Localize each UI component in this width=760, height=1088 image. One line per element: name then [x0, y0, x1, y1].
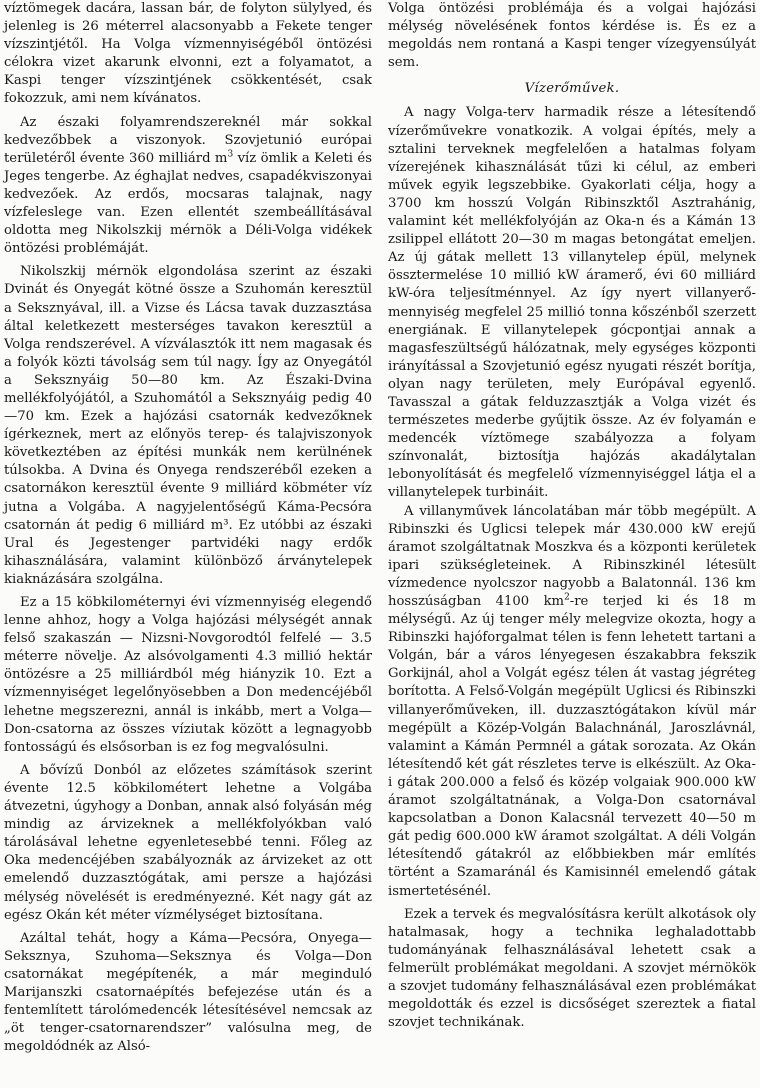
paragraph-hydropower-plan: A nagy Volga-terv harmadik része a létesítendő vízerőművekre vonatkozik. A volgai építés, mely a sztalini terveknek megfelelően a hatalmas folyam vízerejének kihasználását tűzi ki célul, az emberi művek egyik legszebbike. Gyakorlati célja, hogy a 3700 km hosszú Volgán Ribinszktől Asztrahánig, valamint két mellékfolyóján az Oka-n és a Kámán 13 zsilippel ellátott 20—30 m magas betongátat emeljen. Az új gátak mellett 13 villanytelep épül, melynek össztermelése 10 millió kW áramerő, évi 60 milliárd kW-óra teljesítménnyel. Az így nyert villanyerő-mennyiség megfelel 25 millió tonna kőszénből szerzett energiának. E villanytelepek gócpontjai annak a magasfeszültségű hálózatnak, mely egységes központi irányítással a Szovjetunió egész nyugati részét borítja, olyan nagy területen, mely Európával egyenlő. Tavasszal a gátak felduzzasztják a Volga vizét és természetes mederbe gyűjtik össze. Az év folyamán e medencék víztömege szabályozza a folyam színvonalát, biztosítja hajózás akadálytalan lebonyolítását és megfelelő vízmennyiséggel látja el a villanytelepek turbináit. — [388, 105, 756, 501]
paragraph-kaspi-sinking: víztömegek dacára, lassan bár, de folyton sülylyed, és jelenleg is 26 méterrel alacsonyabb a Fekete tenger vízszintjétől. Ha Volga vízmennyiségéből öntözési célokra vizet akarunk elvonni, ezt a folyamatot, a Kaspi tenger vízszintjének csökkentését, csak fokozzuk, ami nem kívánatos. — [4, 1, 372, 107]
section-heading: Vízerőművek. — [524, 81, 620, 97]
paragraph-canals: Azáltal tehát, hogy a Káma—Pecsóra, Onyega—Seksznya, Szuhoma—Seksznya és Volga—Don csatornákat megépítenék, a már meginduló Marijanszki csatornaépítés befejezése után és a fentemlített tárolómedencék létesítésével nemcsak az „öt tenger-csatornarendszer” valósulna meg, de megoldódnék az Alsó- — [4, 930, 372, 1055]
right-column — [388, 0, 756, 1088]
paragraph-conclusion: Ezek a tervek és megvalósításra került alkotások oly hatalmasak, hogy a technika leghaladottabb tudományának felhasználásával lehetett csak a felmerült problémákat megoldani. A szovjet mérnökök a szovjet tudomány felhasználásával ezen problémákat megoldották és ezzel is dicsőséget szereztek a fiatal szovjet technikának. — [388, 906, 756, 1031]
paragraph-volga-irrigation: Volga öntözési problémája és a volgai hajózási mélység növelésének fontos kérdése is. És ez a megoldás nem rontaná a Kaspi tenger vízegyensúlyát sem. — [388, 1, 756, 71]
paragraph-don-river: A bővízű Donból az előzetes számítások szerint évente 12.5 köbkilométert lehetne a Volgába átvezetni, úgyhogy a Donban, annak alsó folyásán még mindig az árvizeknek a mellékfolyókban való tárolásával lehetne egyenletesebbé tenni. Főleg az Oka medencéjében szabályoznák az árvizeket az ott emelendő duzzasztógátak, ami persze a hajózási mélység növelését is eredményezné. Két nagy gát az egész Okán két méter vízmélységet biztosítana. — [4, 762, 372, 923]
paragraph-text: Az északi folyamrendszereknél már sokkal kedvezőbbek a viszonyok. Szovjetunió európai területéről évente 360 milliárd m — [4, 114, 372, 166]
paragraph-nikolszkij-plan: Nikolszkij mérnök elgondolása szerint az északi Dvinát és Onyegát kötné össze a Szuhomán keresztül a Seksznyával, ill. a Vizse és Lácsa tavak duzzasztása által keletkezett mesterséges tavakon keresztül a Volga rendszerével. A vízválasztók itt nem magasak és a folyók közti távolság sem túl nagy. Így az Onyegától a Seksznyáig 50—80 km. Az Északi-Dvina mellékfolyójától, a Szuhomától a Seksznyáig pedig 40—70 km. Ezek a hajózási csatornák kedvezőknek ígérkeznek, mert az előnyös terep- és talajviszonyok következtében az építési munkák nem kerülnének túlsokba. A Dvina és Onyega rendszeréből ezeken a csatornákon keresztül évente 9 milliárd köbméter víz jutna a Volgába. A nagyjelentőségű Káma-Pecsóra csatornán át pedig 6 milliárd m³. Ez utóbbi az északi Ural és Jegestenger partvidéki nagy erdők kihasználására, valamint különböző árványtelepek kiaknázására szolgálna. — [4, 264, 372, 587]
paragraph-text: A villanyművek láncolatában már több megépült. A Ribinszki és Uglicsi telepek már 430.000 kW erejű áramot szolgáltatnak Moszkva és a központi kerületek ipari szükségleteinek. A Ribinszkinél létesült vízmedence nyolcszor nagyobb a Balatonnál. 136 km hosszúságban 4100 km — [388, 503, 756, 609]
superscript: 2 — [564, 592, 570, 603]
paragraph-text: víz ömlik a Keleti és Jeges tengerbe. Az éghajlat nedves, csapadékviszonyai kedvezőek. Az erdős, mocsaras talajnak, nagy vízfeleslege van. Ezen ellentét szembeállításával oldotta meg Nikolszkij mérnök a Déli-Volga vidékek öntözési problémáját. — [4, 150, 372, 257]
paragraph-water-volume: Ez a 15 köbkilométernyi évi vízmennyiség elegendő lenne ahhoz, hogy a Volga hajózási mélységét annak felső szakaszán — Nizsni-Novgorodtól felfelé — 3.5 méterre növelje. Az alsóvolgamenti 4.3 millió hektár öntözésre a 25 milliárdból még hiányzik 10. Ezt a vízmennyiséget legelőnyösebben a Don medencéjéből lehetne megszerezni, annál is inkább, mert a Volga—Don-csatorna az összes víziutak között a legnagyobb fontosságú és elsősorban is ez fog megvalósulni. — [4, 595, 372, 755]
paragraph-power-plants — [388, 503, 756, 901]
paragraph-text: -re terjed ki és 18 m mélységű. Az új tenger mély melegvize okozta, hogy a Ribinszki hajóforgalmat télen is fenn lehetett tartani a Volgán, bár a város lényegesen északabbra fekszik Gorkijnál, ahol a Volgát egész télen át vastag jégréteg borította. A Felső-Volgán megépült Uglicsi és Ribinszki villanyerőműveken, ill. duzzasztógátakon kívül már megépült a Közép-Volgán Balachnánál, Jaroszlávnál, valamint a Kámán Permnél a gátak sorozata. Az Okán létesítendő két gát részletes terve is elkészült. Az Oka-i gátak 200.000 a felső és közép volgaiak 900.000 kW áramot szolgáltatnának, a Volga-Don csatornával kapcsolatban a Donon Kalacsnál tervezett 40—50 m gát pedig 600.000 kW áramot szolgáltat. A déli Volgán létesítendő gátakról az előbbiekben már említés történt a Szamaránál és Kamisinnél emelendő gátak ismertetésénél. — [388, 594, 756, 899]
superscript: 3 — [227, 149, 234, 160]
paragraph-northern-rivers — [4, 114, 372, 259]
left-column — [4, 0, 372, 1088]
